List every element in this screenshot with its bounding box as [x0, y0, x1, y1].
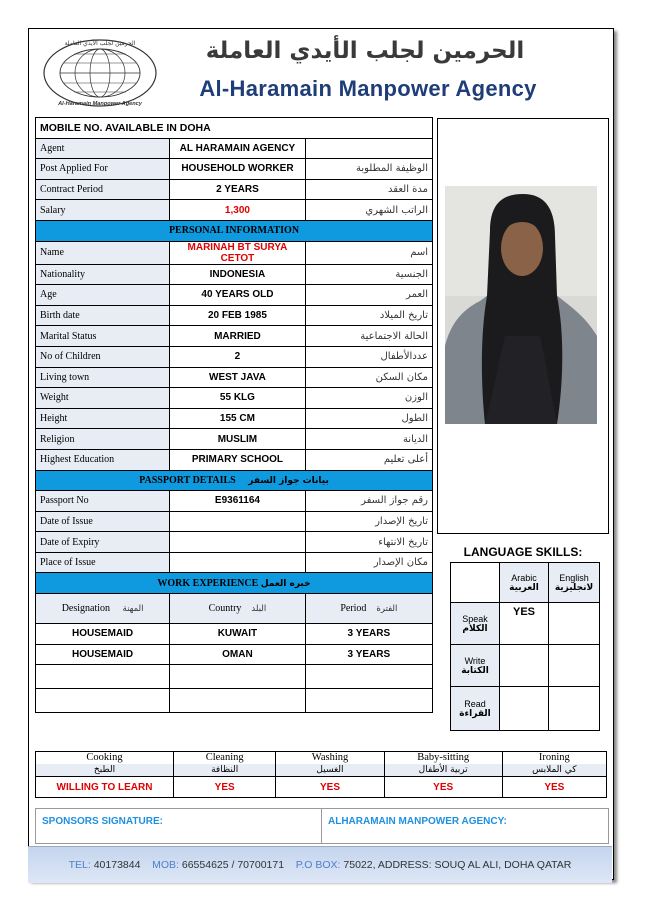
field-label-ar: الجنسية: [305, 264, 432, 285]
language-corner: [451, 563, 500, 603]
mob-label: MOB:: [152, 859, 179, 871]
field-label-ar: عددالأطفال: [305, 346, 432, 367]
field-label: Age: [36, 285, 170, 306]
field-label-ar: الحالة الاجتماعية: [305, 326, 432, 347]
work-row: [36, 689, 433, 713]
work-country: [170, 689, 306, 713]
field-label: Living town: [36, 367, 170, 388]
skill-name-ar: كي الملابس: [503, 764, 606, 776]
language-header-row: [451, 563, 600, 603]
field-label: Date of Issue: [36, 511, 170, 532]
info-row-religion: [36, 429, 433, 450]
section-title: [36, 470, 433, 491]
field-value: WEST JAVA: [170, 367, 306, 388]
field-label: Agent: [36, 138, 170, 159]
field-value: 40 YEARS OLD: [170, 285, 306, 306]
section-title: PERSONAL INFORMATION: [36, 220, 433, 241]
skill-name: Cooking: [86, 752, 123, 763]
skill-name: Washing: [311, 752, 349, 763]
work-row: [36, 624, 433, 645]
skill-value-cooking: WILLING TO LEARN: [36, 777, 174, 798]
work-period: [305, 689, 432, 713]
field-value: [170, 552, 306, 573]
applicant-photo: [445, 186, 597, 424]
mob-number: 66554625 / 70700171: [181, 859, 285, 871]
section-work-experience: [36, 573, 433, 594]
field-label-ar: رقم جواز السفر: [305, 491, 432, 512]
speak-label: Speak: [462, 613, 488, 624]
language-skills-table: [450, 562, 600, 731]
field-label-ar: تاريخ الميلاد: [305, 305, 432, 326]
skill-value-cleaning: YES: [174, 777, 276, 798]
agency-logo: [40, 37, 160, 109]
field-label: Date of Expiry: [36, 532, 170, 553]
language-row-label: [451, 645, 500, 687]
field-label: Highest Education: [36, 449, 170, 470]
speak-label-ar: الكلام: [462, 623, 488, 634]
field-label: Nationality: [36, 264, 170, 285]
read-english-value: [549, 687, 600, 731]
po-box-label: P.O BOX:: [295, 859, 341, 871]
language-row-write: [451, 645, 600, 687]
field-label: Marital Status: [36, 326, 170, 347]
passport-row-no: [36, 491, 433, 512]
household-skills-table: [35, 751, 607, 798]
work-title-ar: خبره العمل: [260, 578, 311, 589]
work-period: 3 YEARS: [305, 644, 432, 665]
passport-row-expiry: [36, 532, 433, 553]
field-value: 55 KLG: [170, 388, 306, 409]
field-value: AL HARAMAIN AGENCY: [170, 138, 306, 159]
arabic-column-header: [500, 563, 549, 603]
skill-value-ironing: YES: [502, 777, 606, 798]
info-row-age: [36, 285, 433, 306]
info-row-marital: [36, 326, 433, 347]
agency-title-english: Al-Haramain Manpower Agency: [199, 76, 537, 101]
tel-number: 40173844: [93, 859, 141, 871]
period-header: [305, 594, 432, 624]
english-header-label: English: [559, 572, 589, 583]
field-label-ar: اسم: [305, 241, 432, 264]
info-row-nationality: [36, 264, 433, 285]
designation-header-ar: المهنة: [122, 604, 144, 615]
language-row-speak: [451, 603, 600, 645]
field-value: HOUSEHOLD WORKER: [170, 159, 306, 180]
info-row-agent: [36, 138, 433, 159]
contact-footer: [28, 846, 612, 883]
language-row-label: [451, 687, 500, 731]
work-designation: HOUSEMAID: [36, 644, 170, 665]
field-label: Height: [36, 408, 170, 429]
field-value: 20 FEB 1985: [170, 305, 306, 326]
field-label-ar: الديانة: [305, 429, 432, 450]
work-country: OMAN: [170, 644, 306, 665]
signature-area: [35, 808, 609, 844]
field-label: Contract Period: [36, 179, 170, 200]
work-row: [36, 644, 433, 665]
field-label-ar: العمر: [305, 285, 432, 306]
field-label-ar: تاريخ الانتهاء: [305, 532, 432, 553]
po-box-address: 75022, ADDRESS: SOUQ AL ALI, DOHA QATAR: [343, 859, 572, 871]
designation-header-label: Designation: [61, 603, 111, 615]
info-row-post: [36, 159, 433, 180]
field-label-ar: أعلى تعليم: [305, 449, 432, 470]
work-designation: HOUSEMAID: [36, 624, 170, 645]
info-row-education: [36, 449, 433, 470]
country-header: [170, 594, 306, 624]
skill-name-ar: الطبخ: [36, 764, 173, 776]
work-designation: [36, 689, 170, 713]
speak-arabic-value: YES: [500, 603, 549, 645]
section-title: [36, 573, 433, 594]
logo-text-en: Al-Haramain Manpower Agency: [58, 101, 142, 107]
field-label-ar: الوظيفة المطلوبة: [305, 159, 432, 180]
speak-english-value: [549, 603, 600, 645]
mobile-notice-row: [36, 118, 433, 139]
salary-value: 1,300: [170, 200, 306, 221]
skill-name: Baby-sitting: [417, 752, 470, 763]
field-label: Passport No: [36, 491, 170, 512]
period-header-label: Period: [340, 603, 367, 615]
write-label-ar: الكتابة: [461, 665, 489, 676]
field-label: Place of Issue: [36, 552, 170, 573]
country-header-label: Country: [208, 603, 242, 615]
field-label: Salary: [36, 200, 170, 221]
skill-header-ironing: [502, 752, 606, 777]
tel-label: TEL:: [68, 859, 91, 871]
language-row-label: [451, 603, 500, 645]
work-header-row: [36, 594, 433, 624]
skill-header-cooking: [36, 752, 174, 777]
field-label-ar: الطول: [305, 408, 432, 429]
skill-header-babysitting: [384, 752, 502, 777]
english-column-header: [549, 563, 600, 603]
skill-name-ar: النظافة: [174, 764, 275, 776]
arabic-header-ar: العربية: [509, 582, 539, 593]
field-label-ar: مكان السكن: [305, 367, 432, 388]
arabic-header-label: Arabic: [511, 572, 537, 583]
field-label: Name: [36, 241, 170, 264]
language-skills-title: LANGUAGE SKILLS:: [463, 545, 583, 559]
skill-name-ar: تربية الأطفال: [385, 764, 502, 776]
field-value: INDONESIA: [170, 264, 306, 285]
skill-header-washing: [276, 752, 384, 777]
skills-value-row: [36, 777, 607, 798]
skill-header-cleaning: [174, 752, 276, 777]
agency-signature-label: ALHARAMAIN MANPOWER AGENCY:: [328, 816, 507, 827]
write-label: Write: [464, 655, 486, 666]
skill-name-ar: الغسيل: [276, 764, 383, 776]
skills-header-row: [36, 752, 607, 777]
designation-header: [36, 594, 170, 624]
field-value: PRIMARY SCHOOL: [170, 449, 306, 470]
english-header-ar: لانجليزية: [554, 582, 594, 593]
field-value: 2: [170, 346, 306, 367]
section-personal-info: [36, 220, 433, 241]
field-label: Post Applied For: [36, 159, 170, 180]
info-row-name: [36, 241, 433, 264]
skill-name: Ironing: [538, 752, 570, 763]
field-value: MUSLIM: [170, 429, 306, 450]
passport-row-place: [36, 552, 433, 573]
language-row-read: [451, 687, 600, 731]
read-label-ar: القراءة: [459, 708, 491, 719]
agency-title-arabic: الحرمين لجلب الأيدي العاملة: [205, 38, 525, 64]
info-row-weight: [36, 388, 433, 409]
field-value: [170, 532, 306, 553]
field-label-ar: مكان الإصدار: [305, 552, 432, 573]
field-label-ar: مدة العقد: [305, 179, 432, 200]
info-row-children: [36, 346, 433, 367]
field-label: No of Children: [36, 346, 170, 367]
info-row-height: [36, 408, 433, 429]
field-label: Religion: [36, 429, 170, 450]
field-value: 155 CM: [170, 408, 306, 429]
field-value: MARRIED: [170, 326, 306, 347]
info-row-birthdate: [36, 305, 433, 326]
work-title: WORK EXPERIENCE: [157, 577, 259, 589]
work-designation: [36, 665, 170, 689]
name-value: MARINAH BT SURYA CETOT: [170, 241, 306, 264]
info-row-town: [36, 367, 433, 388]
field-label-ar: الوزن: [305, 388, 432, 409]
field-label-ar: الراتب الشهري: [305, 200, 432, 221]
work-country: KUWAIT: [170, 624, 306, 645]
logo-text-ar: الحرمين لجلب الأيدي العاملة: [64, 40, 136, 47]
work-period: [305, 665, 432, 689]
work-country: [170, 665, 306, 689]
applicant-info-table: [35, 117, 433, 713]
field-value: [170, 511, 306, 532]
field-value: E9361164: [170, 491, 306, 512]
section-passport: [36, 470, 433, 491]
period-header-ar: الفترة: [376, 604, 398, 615]
field-label-ar: [305, 138, 432, 159]
write-arabic-value: [500, 645, 549, 687]
field-value: 2 YEARS: [170, 179, 306, 200]
info-row-salary: [36, 200, 433, 221]
passport-row-issue: [36, 511, 433, 532]
field-label: Weight: [36, 388, 170, 409]
skill-value-babysitting: YES: [384, 777, 502, 798]
work-row: [36, 665, 433, 689]
read-arabic-value: [500, 687, 549, 731]
mobile-notice: MOBILE NO. AVAILABLE IN DOHA: [36, 118, 433, 139]
info-row-contract: [36, 179, 433, 200]
write-english-value: [549, 645, 600, 687]
work-period: 3 YEARS: [305, 624, 432, 645]
country-header-ar: البلد: [251, 604, 267, 615]
skill-value-washing: YES: [276, 777, 384, 798]
passport-title-ar: بيانات جواز السفر: [248, 475, 329, 486]
passport-title: PASSPORT DETAILS: [139, 474, 236, 486]
read-label: Read: [464, 698, 486, 709]
field-label-ar: تاريخ الإصدار: [305, 511, 432, 532]
field-label: Birth date: [36, 305, 170, 326]
sponsor-signature-label: SPONSORS SIGNATURE:: [36, 809, 322, 843]
skill-name: Cleaning: [205, 752, 244, 763]
